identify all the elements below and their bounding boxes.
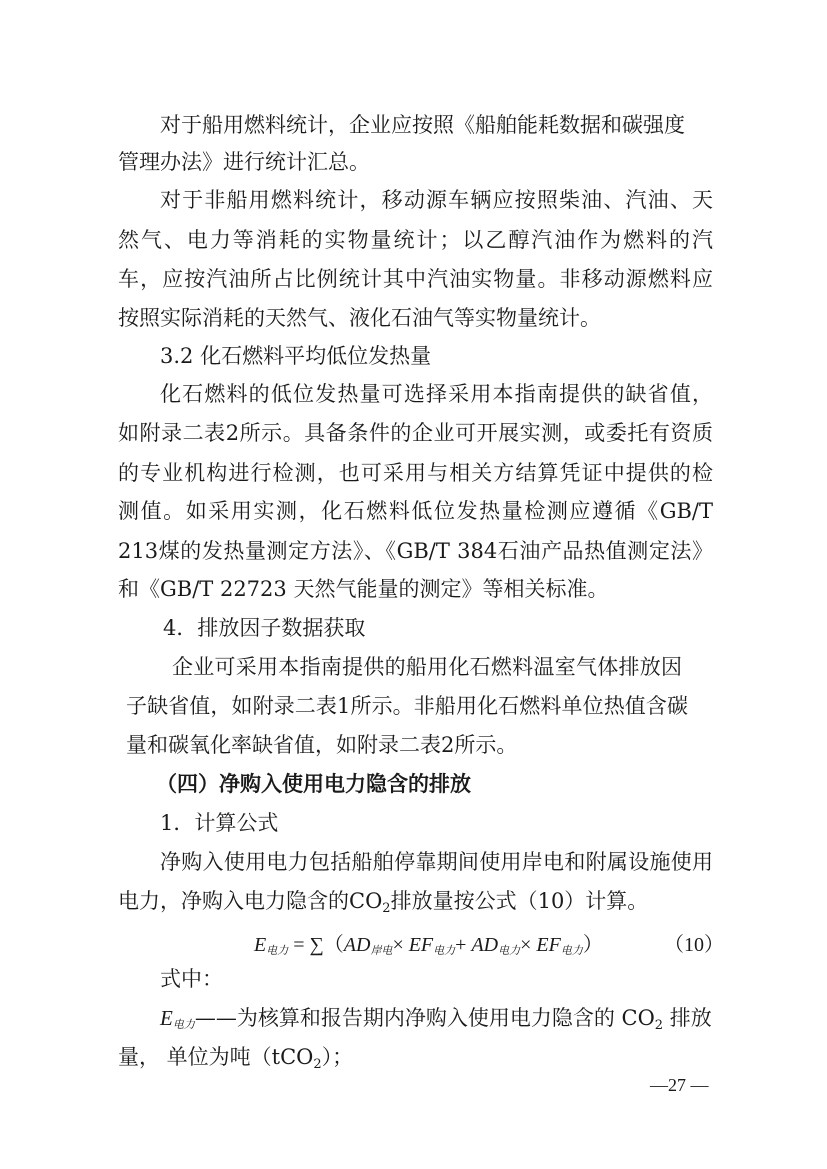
formula-subscript: 电力	[498, 945, 521, 957]
formula-symbol: AD	[343, 934, 371, 956]
formula	[254, 928, 603, 958]
paragraph-line: 净购入使用电力包括船舶停靠期间使用岸电和附属设施使用	[160, 850, 713, 874]
subscript: 2	[313, 1057, 322, 1072]
text-run: 电力，净购入电力隐含的CO	[118, 889, 383, 913]
text-run: 量， 单位为吨（tCO	[118, 1045, 314, 1069]
formula-subscript: 岸电	[370, 945, 393, 957]
formula-subscript: 电力	[266, 945, 289, 957]
formula-symbol: AD	[471, 934, 499, 956]
definition-symbol	[160, 1006, 195, 1030]
formula-symbol: EF	[408, 934, 434, 956]
paragraph-line: 企业可采用本指南提供的船用化石燃料温室气体排放因	[172, 655, 682, 679]
paragraph-line: 对于船用燃料统计，企业应按照《船舶能耗数据和碳强度	[160, 113, 685, 137]
formula-symbol: EF	[536, 934, 561, 956]
equation-number: （10）	[664, 934, 724, 956]
symbol-letter: E	[160, 1006, 173, 1030]
symbol-subscript: 电力	[172, 1019, 195, 1031]
paragraph-line: 测值。如采用实测，化石燃料低位发热量检测应遵循《GB/T	[118, 499, 713, 523]
formula-operator: +	[455, 934, 472, 956]
paragraph-line: 按照实际消耗的天然气、液化石油气等实物量统计。	[118, 306, 601, 330]
text-run: 排放量按公式（10）计算。	[390, 889, 649, 913]
paragraph-line: 子缺省值，如附录二表1所示。非船用化石燃料单位热值含碳	[126, 694, 688, 718]
paragraph-line: 量和碳氧化率缺省值，如附录二表2所示。	[126, 733, 518, 757]
paragraph-line: 式中：	[160, 967, 223, 991]
paragraph-line: 车，应按汽油所占比例统计其中汽油实物量。非移动源燃料应	[118, 267, 713, 291]
page-number: —27 —	[650, 1075, 709, 1095]
section-heading: （四）净购入使用电力隐含的排放	[156, 771, 471, 796]
paragraph-line: 管理办法》进行统计汇总。	[118, 150, 370, 174]
formula-subscript: 电力	[433, 945, 456, 957]
text-run: ——为核算和报告期内净购入使用电力隐含的 CO	[194, 1006, 655, 1030]
text-run: 排放	[663, 1006, 712, 1030]
subsection-heading: 4．排放因子数据获取	[163, 616, 366, 640]
definition-line	[160, 1006, 713, 1038]
paragraph-line: 213煤的发热量测定方法》、《GB/T 384石油产品热值测定法》	[118, 539, 713, 563]
paragraph-line: 然气、电力等消耗的实物量统计；以乙醇汽油作为燃料的汽	[118, 228, 713, 252]
paragraph-line: 的专业机构进行检测，也可采用与相关方结算凭证中提供的检	[118, 461, 713, 485]
paragraph-line: 化石燃料的低位发热量可选择采用本指南提供的缺省值，	[160, 382, 713, 406]
formula-operator: ×	[392, 934, 409, 956]
subscript: 2	[382, 901, 391, 916]
formula-operator: ）	[582, 934, 603, 956]
definition-line	[118, 1045, 713, 1077]
subsection-heading: 3.2 化石燃料平均低位发热量	[160, 344, 432, 368]
formula-operator: = ∑（	[288, 934, 344, 956]
subsection-heading: 1．计算公式	[160, 811, 279, 835]
paragraph-line: 如附录二表2所示。具备条件的企业可开展实测，或委托有资质	[118, 421, 713, 445]
paragraph-line: 对于非船用燃料统计，移动源车辆应按照柴油、汽油、天	[160, 188, 713, 212]
subscript: 2	[654, 1018, 664, 1033]
formula-operator: ×	[520, 934, 537, 956]
paragraph-line	[118, 889, 713, 921]
formula-symbol: E	[254, 934, 267, 956]
formula-subscript: 电力	[560, 945, 583, 957]
text-run: ）；	[321, 1045, 354, 1069]
paragraph-line: 和《GB/T 22723 天然气能量的测定》等相关标准。	[118, 577, 609, 601]
